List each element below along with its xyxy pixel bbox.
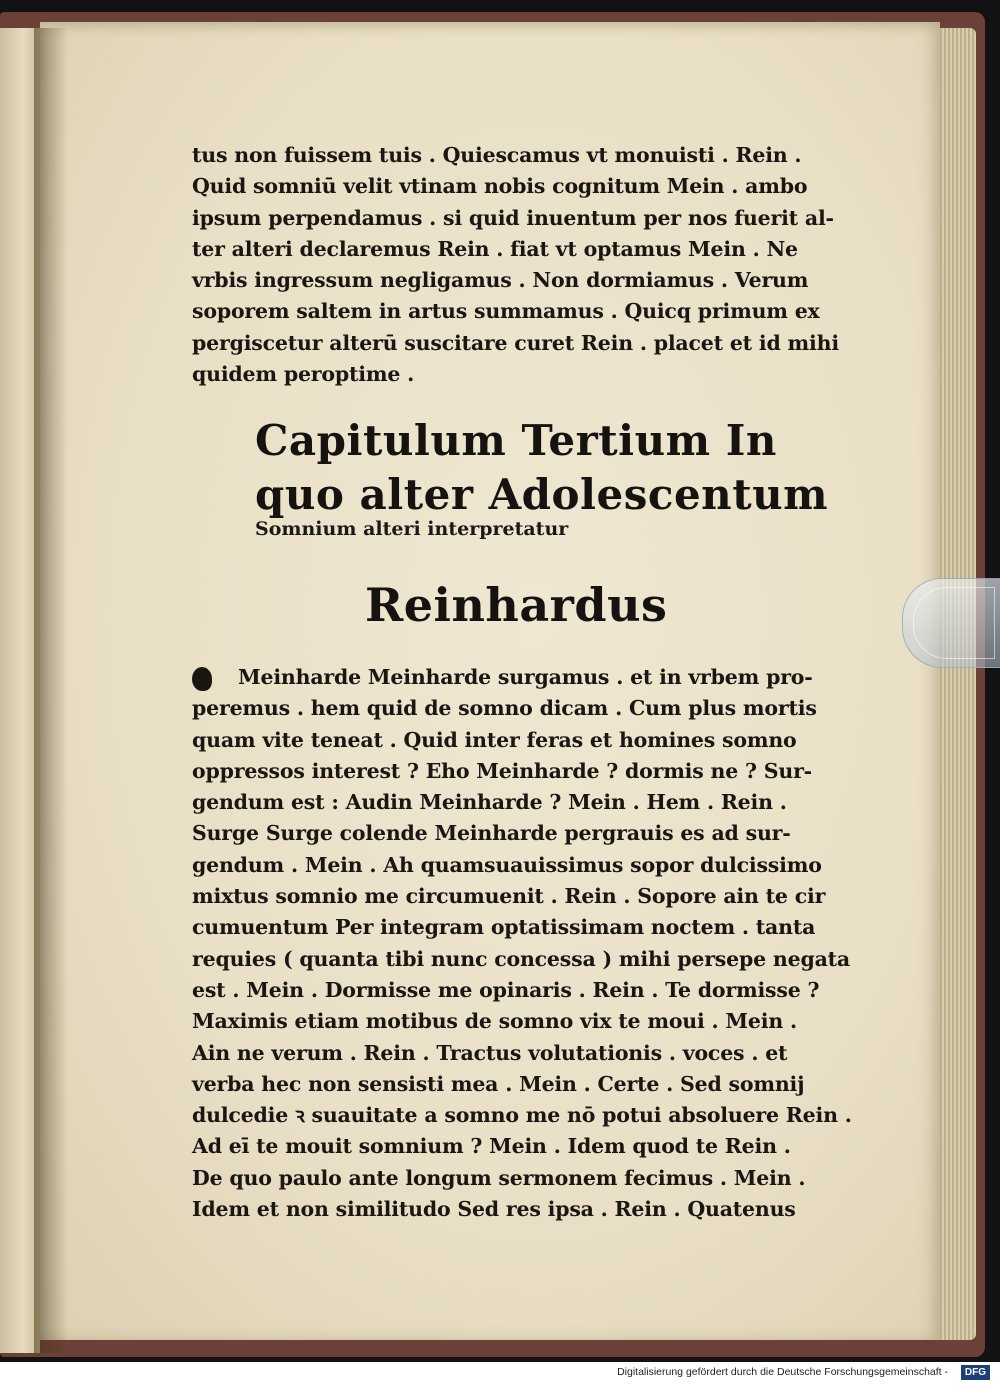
footer-bar (0, 1362, 1000, 1386)
text-line: oppressos interest ? Eho Meinharde ? dormis ne ? Sur- (192, 758, 812, 783)
text-line: ipsum perpendamus . si quid inuentum per nos fuerit al- (192, 205, 834, 230)
text-line: ter alteri declaremus Rein . fiat vt optamus Mein . Ne (192, 236, 798, 261)
spine-shadow (34, 28, 68, 1353)
paragraph-top (192, 140, 839, 390)
text-line: pergiscetur alterū suscitare curet Rein . placet et id mihi (192, 330, 839, 355)
text-line: quam vite teneat . Quid inter feras et homines somno (192, 727, 797, 752)
dfg-logo-icon: DFG (961, 1365, 990, 1380)
text-line: quidem peroptime . (192, 362, 415, 387)
text-line: vrbis ingressum negligamus . Non dormiamus . Verum (192, 268, 809, 293)
text-line: requies ( quanta tibi nunc concessa ) mihi persepe negata (192, 946, 851, 971)
speaker-heading: Reinhardus (365, 578, 668, 632)
chapter-heading-line2: quo alter Adolescentum (255, 470, 829, 519)
text-line: peremus . hem quid de somno dicam . Cum plus mortis (192, 696, 817, 721)
funding-credit: Digitalisierung gefördert durch die Deutsche Forschungsgemeinschaft - (617, 1366, 948, 1378)
page-clip (902, 578, 1000, 668)
chapter-heading-line1: Capitulum Tertium In (255, 416, 777, 465)
text-line: gendum est : Audin Meinharde ? Mein . Hem . Rein . (192, 790, 787, 815)
text-line: est . Mein . Dormisse me opinaris . Rein . Te dormisse ? (192, 977, 820, 1002)
text-line: Ad eī te mouit somnium ? Mein . Idem quod te Rein . (192, 1134, 791, 1159)
text-line: tus non fuissem tuis . Quiescamus vt monuisti . Rein . (192, 143, 802, 167)
text-line: Quid somniū velit vtinam nobis cognitum Mein . ambo (192, 174, 808, 199)
text-line: verba hec non sensisti mea . Mein . Certe . Sed somnij (192, 1071, 805, 1096)
text-line: Ain ne verum . Rein . Tractus volutationis . voces . et (192, 1040, 788, 1065)
chapter-subheading: Somnium alteri interpretatur (255, 518, 569, 540)
text-line: gendum . Mein . Ah quamsuauissimus sopor dulcissimo (192, 852, 822, 877)
text-line: Idem et non similitudo Sed res ipsa . Rein . Quatenus (192, 1197, 796, 1222)
text-line: Meinharde Meinharde surgamus . et in vrbem pro- (238, 665, 813, 689)
text-line: Surge Surge colende Meinharde pergrauis es ad sur- (192, 821, 791, 846)
paragraph-main (192, 662, 852, 1225)
text-line: Maximis etiam motibus de somno vix te moui . Mein . (192, 1009, 797, 1034)
text-line: mixtus somnio me circumuenit . Rein . Sopore ain te cir (192, 884, 826, 909)
book-page (40, 22, 940, 1340)
text-line: De quo paulo ante longum sermonem fecimus . Mein . (192, 1165, 806, 1190)
text-line: cumuentum Per integram optatissimam noctem . tanta (192, 915, 816, 940)
text-line: soporem saltem in artus summamus . Quicq primum ex (192, 299, 820, 324)
text-line: dulcedie ꝛ suauitate a somno me nō potui absoluere Rein . (192, 1103, 852, 1128)
